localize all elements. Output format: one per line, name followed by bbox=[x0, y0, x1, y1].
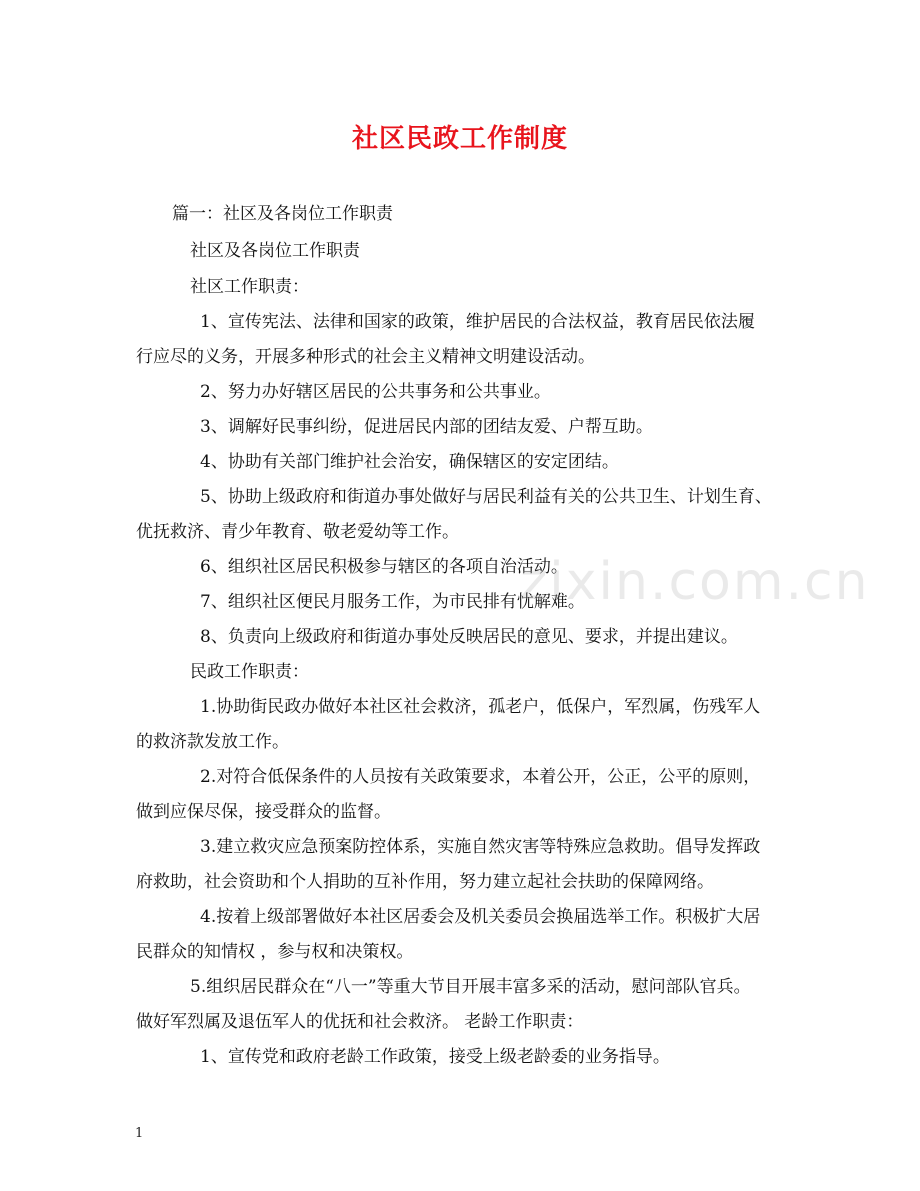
text-line: 篇一：社区及各岗位工作职责 bbox=[172, 204, 393, 224]
document-title: 社区民政工作制度 bbox=[351, 124, 568, 154]
text-line: 2.对符合低保条件的人员按有关政策要求，本着公开，公正，公平的原则， bbox=[200, 767, 761, 787]
text-line: 做到应保尽保，接受群众的监督。 bbox=[136, 802, 391, 822]
text-line: 民群众的知情权 ，参与权和决策权。 bbox=[136, 942, 414, 962]
text-line: 1、宣传党和政府老龄工作政策，接受上级老龄委的业务指导。 bbox=[200, 1047, 670, 1067]
text-line: 5.组织居民群众在“八一”等重大节目开展丰富多采的活动，慰问部队官兵。 bbox=[190, 977, 751, 997]
text-line: 1.协助街民政办做好本社区社会救济，孤老户，低保户，军烈属，伤残军人 bbox=[200, 697, 761, 717]
text-line: 行应尽的义务，开展多种形式的社会主义精神文明建设活动。 bbox=[136, 347, 595, 367]
text-line: 2、努力办好辖区居民的公共事务和公共事业。 bbox=[200, 382, 551, 402]
watermark: zixin.com.cn bbox=[520, 552, 870, 612]
text-line: 社区及各岗位工作职责 bbox=[190, 241, 360, 261]
text-line: 8、负责向上级政府和街道办事处反映居民的意见、要求，并提出建议。 bbox=[200, 627, 738, 647]
text-line: 7、组织社区便民月服务工作，为市民排有忧解难。 bbox=[200, 592, 585, 612]
text-line: 3.建立救灾应急预案防控体系，实施自然灾害等特殊应急救助。倡导发挥政 bbox=[200, 837, 761, 857]
text-line: 5、协助上级政府和街道办事处做好与居民利益有关的公共卫生、计划生育、 bbox=[200, 487, 772, 507]
text-line: 4.按着上级部署做好本社区居委会及机关委员会换届选举工作。积极扩大居 bbox=[200, 907, 761, 927]
text-line: 1、宣传宪法、法律和国家的政策，维护居民的合法权益，教育居民依法履 bbox=[200, 312, 755, 332]
text-line: 的救济款发放工作。 bbox=[136, 732, 289, 752]
text-line: 6、组织社区居民积极参与辖区的各项自治活动。 bbox=[200, 557, 568, 577]
text-line: 3、调解好民事纠纷，促进居民内部的团结友爱、户帮互助。 bbox=[200, 417, 653, 437]
text-line: 优抚救济、青少年教育、敬老爱幼等工作。 bbox=[136, 522, 459, 542]
page-number: 1 bbox=[135, 1126, 144, 1141]
text-line: 4、协助有关部门维护社会治安，确保辖区的安定团结。 bbox=[200, 452, 619, 472]
text-line: 民政工作职责： bbox=[190, 662, 309, 682]
text-line: 做好军烈属及退伍军人的优抚和社会救济。 老龄工作职责： bbox=[136, 1012, 584, 1032]
text-line: 府救助，社会资助和个人捐助的互补作用，努力建立起社会扶助的保障网络。 bbox=[136, 872, 714, 892]
text-line: 社区工作职责： bbox=[190, 277, 309, 297]
